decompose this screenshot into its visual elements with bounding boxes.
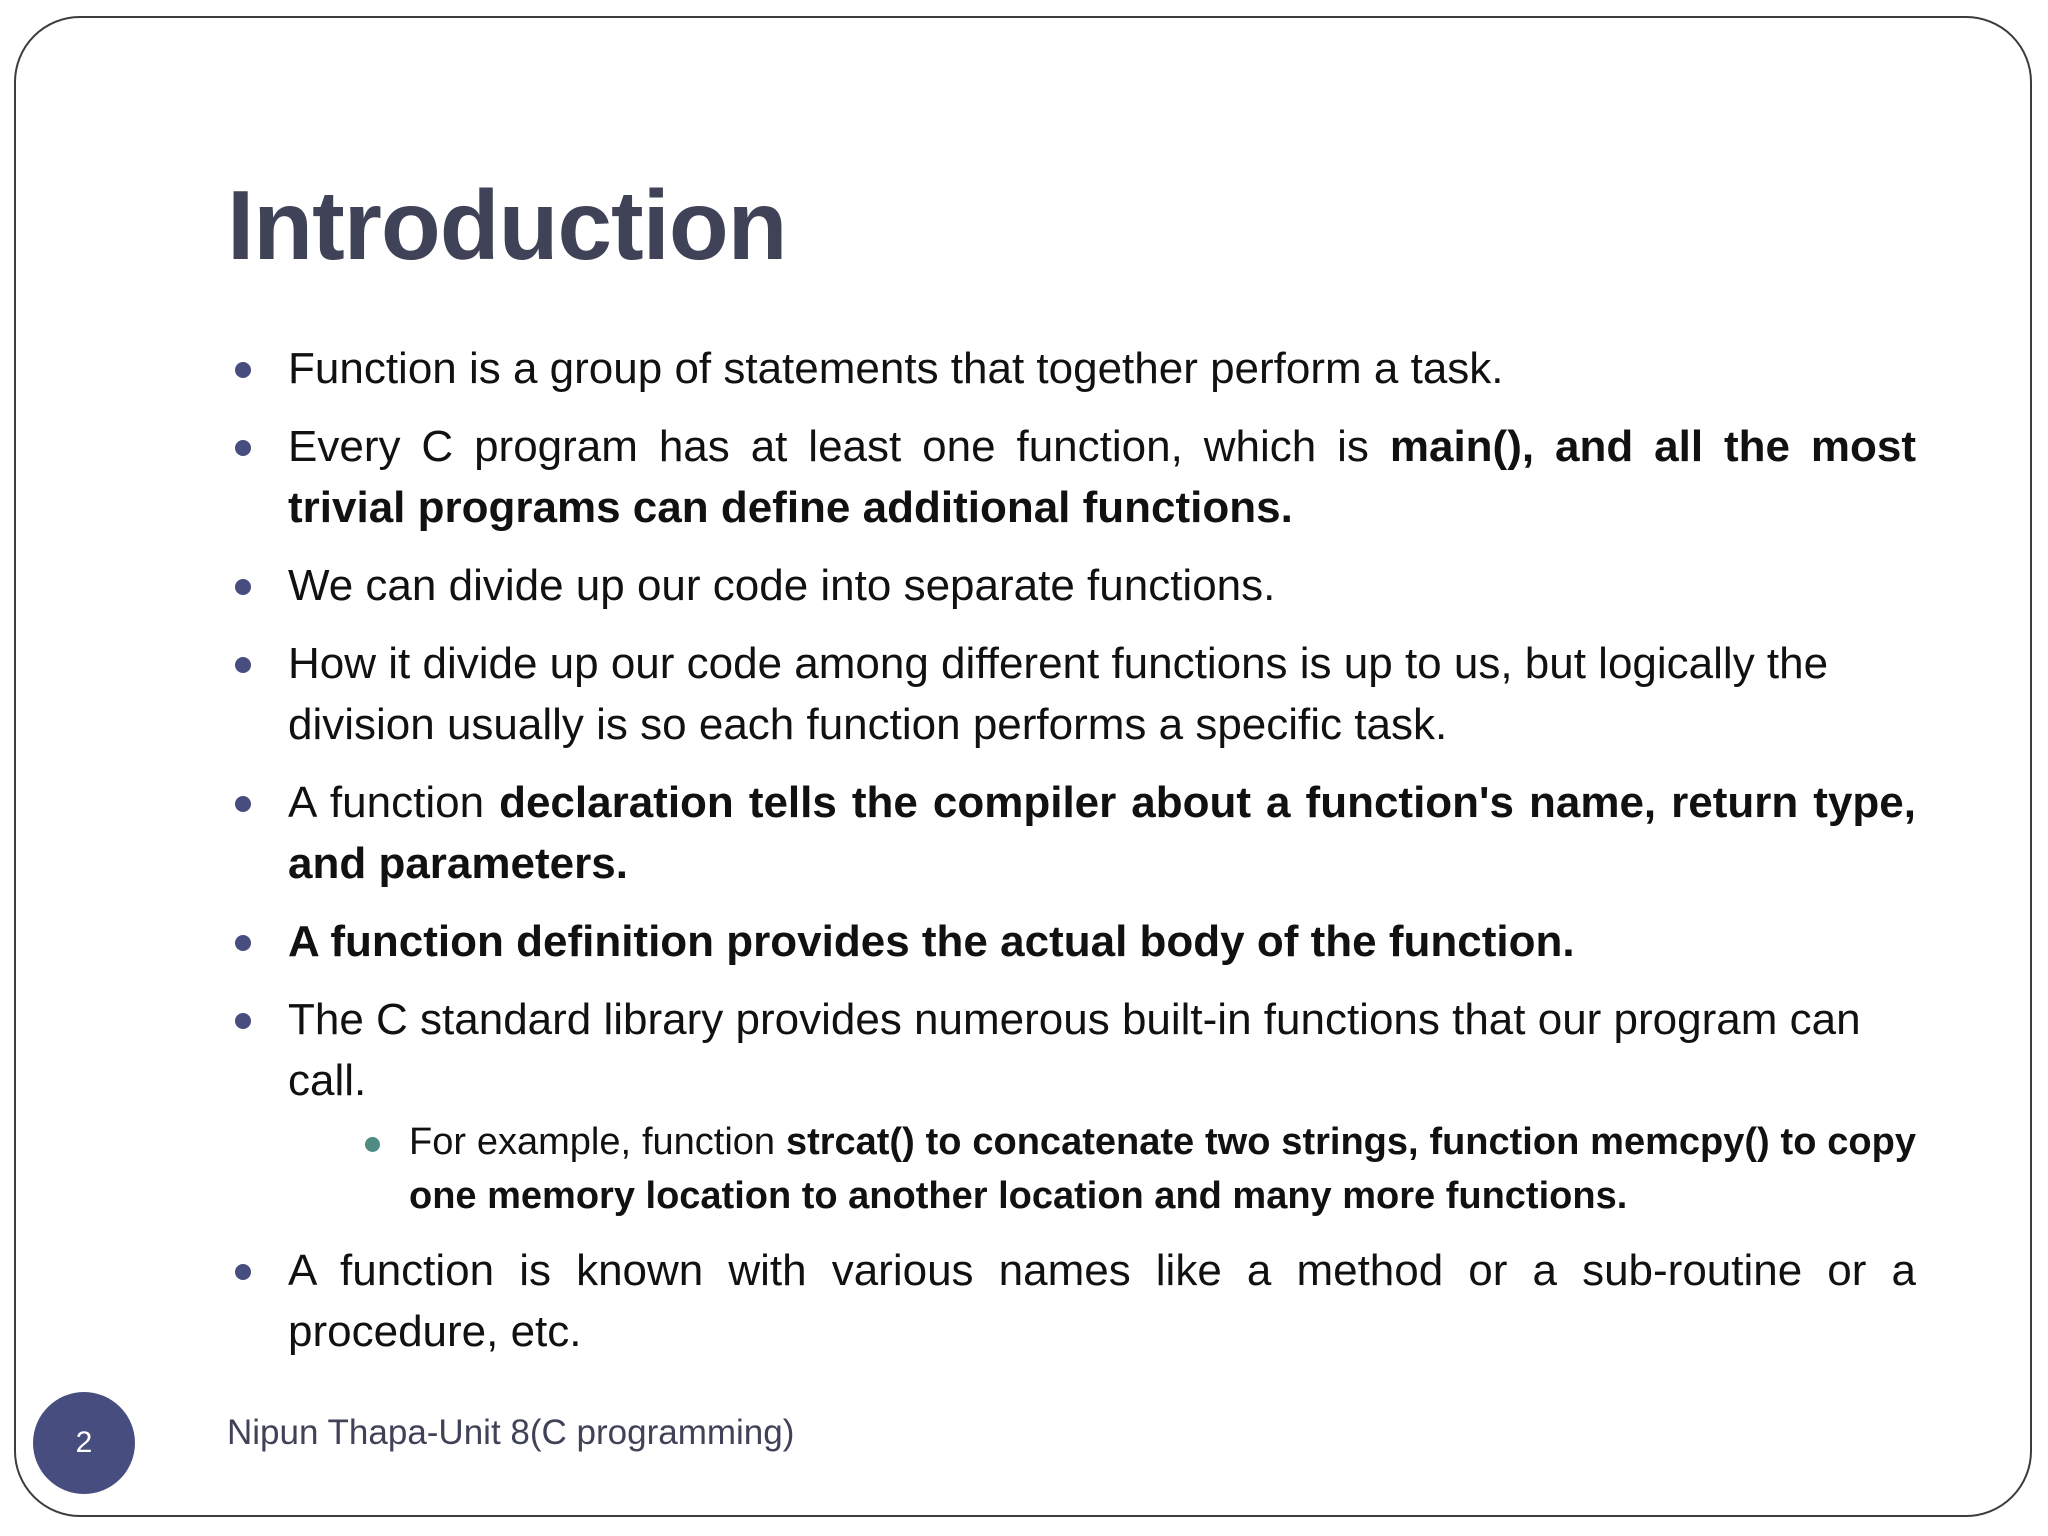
bullet-item: [228, 772, 1916, 894]
bullet-list: [228, 338, 1916, 1362]
bullet-text: Function is a group of statements that together perform a task.: [288, 344, 1504, 393]
bullet-text: The C standard library provides numerous built-in functions that our program can call.: [288, 995, 1861, 1105]
bullet-bold-text: declaration tells the compiler about a function's name, return type, and parameters.: [288, 778, 1917, 888]
bullet-text: Every C program has at least one function, which is: [288, 422, 1390, 471]
page-number-badge: 2: [33, 1392, 135, 1494]
sub-bullet-bold-text: strcat() to concatenate two strings, function memcpy() to copy one memory location to another location and many more functions.: [409, 1121, 1916, 1217]
sub-bullet-item: [409, 1115, 1916, 1223]
bullet-item: [228, 338, 1916, 399]
slide-title: Introduction: [227, 170, 787, 280]
bullet-item: [228, 911, 1916, 972]
bullet-item: [228, 555, 1916, 616]
bullet-item: [228, 416, 1916, 538]
sub-bullet-text: For example, function: [409, 1121, 786, 1163]
bullet-text: A function: [288, 778, 500, 827]
bullet-bold-text: A function definition provides the actual body of the function.: [288, 917, 1575, 966]
bullet-item: [228, 633, 1916, 755]
footer-text: Nipun Thapa-Unit 8(C programming): [227, 1413, 795, 1452]
bullet-bold-text: main(), and all the most trivial programs can define additional functions.: [288, 422, 1917, 532]
bullet-text: How it divide up our code among different functions is up to us, but logically the division usually is so each function performs a specific task.: [288, 639, 1829, 749]
bullet-item: [228, 1240, 1916, 1362]
bullet-text: We can divide up our code into separate functions.: [288, 561, 1276, 610]
slide-content: [228, 338, 1916, 1379]
bullet-item: [228, 989, 1916, 1223]
bullet-text: A function is known with various names like a method or a sub-routine or a procedure, etc.: [288, 1246, 1916, 1356]
